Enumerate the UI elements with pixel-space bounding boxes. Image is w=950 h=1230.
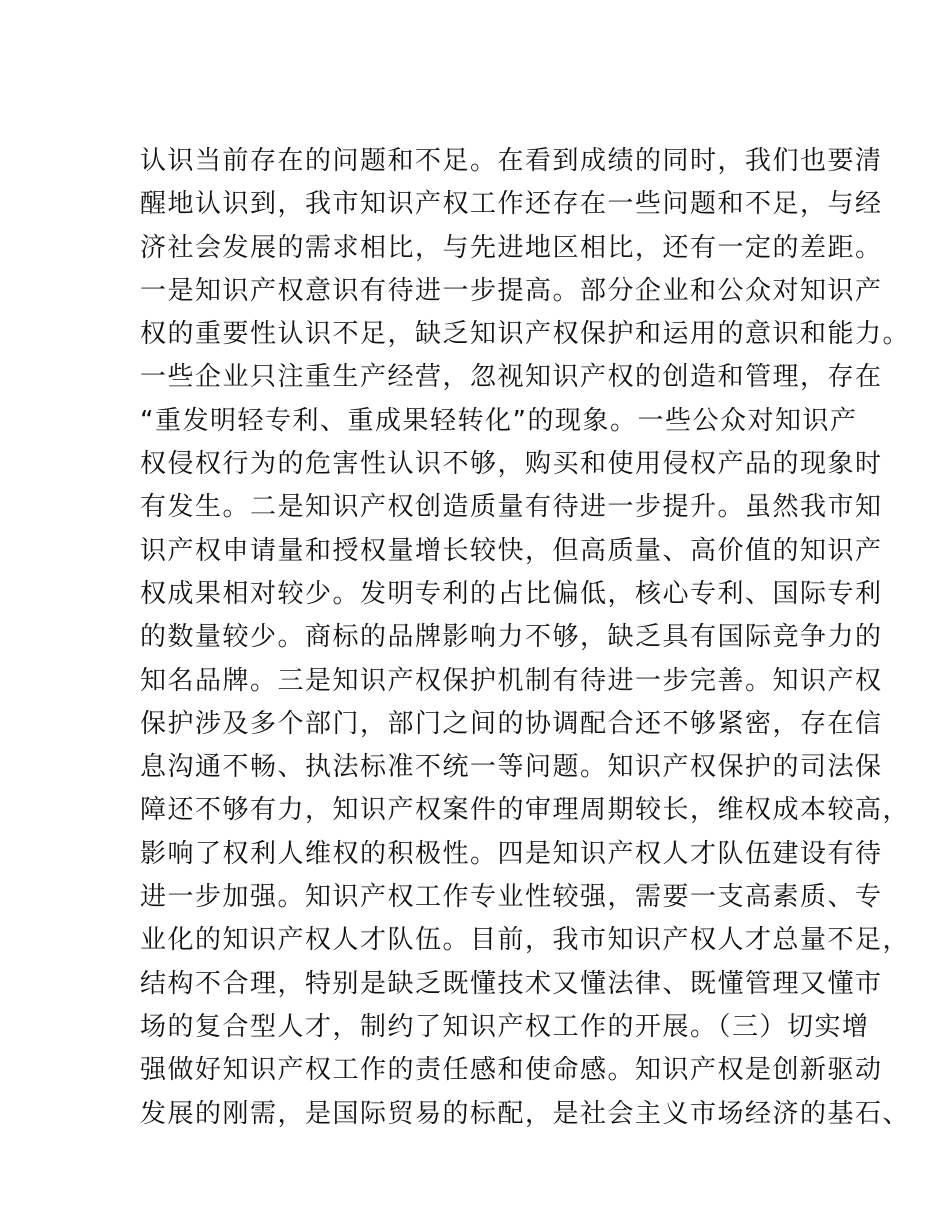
text-line: 权的重要性认识不足，缺乏知识产权保护和运用的意识和能力。: [140, 319, 911, 350]
text-line: 有发生。二是知识产权创造质量有待进一步提升。虽然我市知: [140, 492, 883, 523]
text-line: 发展的刚需，是国际贸易的标配，是社会主义市场经济的基石、: [140, 1098, 911, 1129]
text-line: 一是知识产权意识有待进一步提高。部分企业和公众对知识产: [140, 275, 883, 306]
text-line: 知名品牌。三是知识产权保护机制有待进一步完善。知识产权: [140, 665, 883, 696]
text-line: 济社会发展的需求相比，与先进地区相比，还有一定的差距。: [140, 232, 883, 263]
text-line: 识产权申请量和授权量增长较快，但高质量、高价值的知识产: [140, 535, 883, 566]
text-line: 息沟通不畅、执法标准不统一等问题。知识产权保护的司法保: [140, 752, 883, 783]
text-line: 权侵权行为的危害性认识不够，购买和使用侵权产品的现象时: [140, 449, 883, 480]
text-line: 障还不够有力，知识产权案件的审理周期较长，维权成本较高，: [140, 795, 911, 826]
text-line: 一些企业只注重生产经营，忽视知识产权的创造和管理，存在: [140, 362, 883, 393]
text-line: 认识当前存在的问题和不足。在看到成绩的同时，我们也要清: [140, 146, 883, 176]
text-line: 保护涉及多个部门，部门之间的协调配合还不够紧密，存在信: [140, 708, 883, 739]
text-line: 强做好知识产权工作的责任感和使命感。知识产权是创新驱动: [140, 1055, 883, 1086]
text-line: 进一步加强。知识产权工作专业性较强，需要一支高素质、专: [140, 882, 883, 913]
text-line: 结构不合理，特别是缺乏既懂技术又懂法律、既懂管理又懂市: [140, 968, 883, 999]
text-line: 醒地认识到，我市知识产权工作还存在一些问题和不足，与经: [140, 189, 883, 220]
document-page: [140, 140, 911, 1136]
text-line: 影响了权利人维权的积极性。四是知识产权人才队伍建设有待: [140, 838, 883, 869]
text-line: 的数量较少。商标的品牌影响力不够，缺乏具有国际竞争力的: [140, 622, 883, 653]
text-line: 场的复合型人才，制约了知识产权工作的开展。（三）切实增: [140, 1011, 870, 1042]
text-line: 业化的知识产权人才队伍。目前，我市知识产权人才总量不足，: [140, 925, 911, 956]
text-line: 权成果相对较少。发明专利的占比偏低，核心专利、国际专利: [140, 578, 883, 609]
text-line: “重发明轻专利、重成果轻转化”的现象。一些公众对知识产: [140, 405, 858, 436]
